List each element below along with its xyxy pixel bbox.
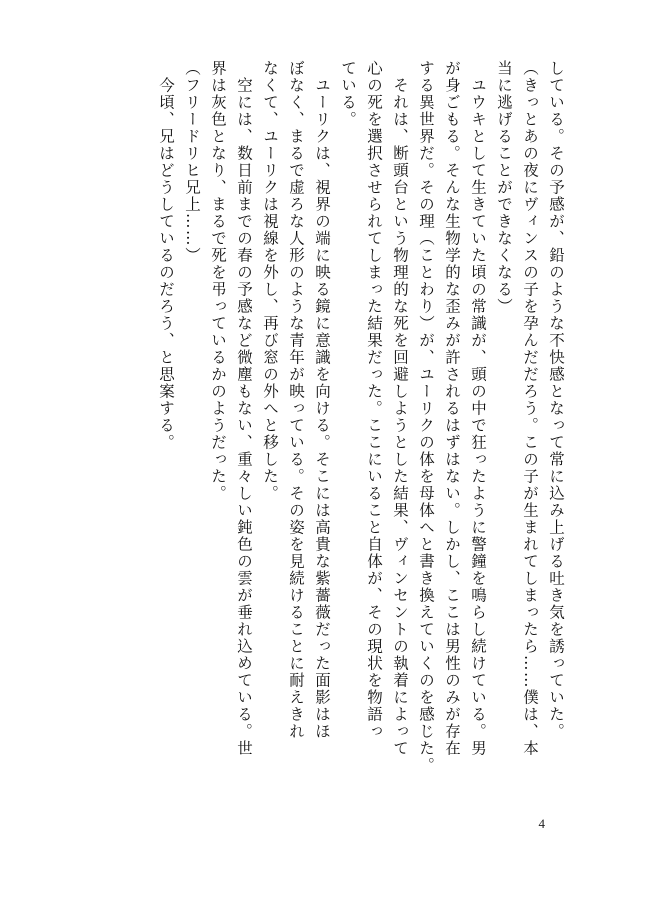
text-line: 空には、数日前までの春の予感など微塵もない、重々しい鈍色の雲が垂れ込めている。世: [235, 60, 253, 757]
text-line: （フリードリヒ兄上……）: [183, 60, 201, 264]
text-line: なくて、ユーリクは視線を外し、再び窓の外へと移した。: [261, 60, 279, 502]
text-line: 界は灰色となり、まるで死を弔っているかのようだった。: [209, 60, 227, 502]
text-line: 当に逃げることができなくなる）: [495, 60, 513, 315]
vertical-text-body: [69, 60, 569, 800]
text-line: 今頃、兄はどうしているのだろう、と思案する。: [157, 60, 175, 451]
text-line: （きっとあの夜にヴィンスの子を孕んだだろう。この子が生まれてしまったら……僕は、本: [521, 60, 539, 757]
text-line: 心の死を選択させられてしまった結果だった。ここにいること自体が、その現状を物語っ: [365, 60, 383, 740]
text-line: している。その予感が、鉛のような不快感となって常に込み上げる吐き気を誘っていた。: [547, 60, 565, 740]
text-line: それは、断頭台という物理的な死を回避しようとした結果、ヴィンセントの執着によって: [391, 60, 409, 757]
text-line: ユウキとして生きていた頃の常識が、頭の中で狂ったように警鐘を鳴らし続けている。男: [469, 60, 487, 757]
text-line: ユーリクは、視界の端に映る鏡に意識を向ける。そこには高貴な紫薔薇だった面影はほ: [313, 60, 331, 740]
text-line: ている。: [339, 60, 357, 128]
page-number: 4: [538, 816, 545, 831]
text-line: する異世界だ。その理（ことわり）が、ユーリクの体を母体へと書き換えていくのを感じた。: [417, 60, 435, 774]
text-line: が身ごもる。そんな生物学的な歪みが許されるはずはない。しかし、ここは男性のみが存在: [443, 60, 461, 757]
text-line: ぼなく、まるで虚ろな人形のような青年が映っている。その姿を見続けることに耐えきれ: [287, 60, 305, 740]
